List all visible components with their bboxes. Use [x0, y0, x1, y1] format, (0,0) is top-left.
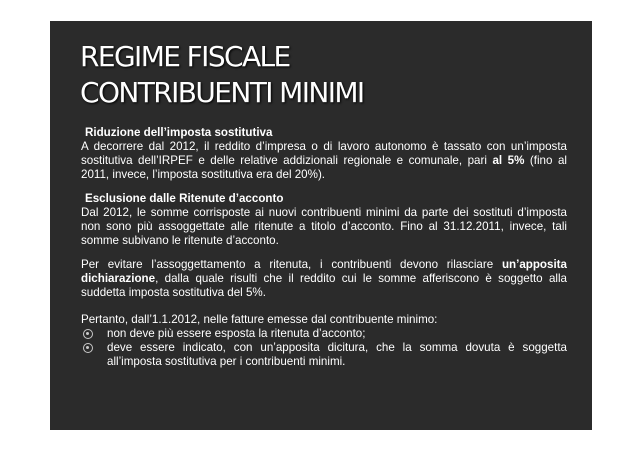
title-line-2: CONTRIBUENTI MINIMI [80, 76, 364, 109]
list-item-text: deve essere indicato, con un’apposita dicitura, che la somma dovuta è soggetta all’imposta sostitutiva per i contribuenti minimi. [107, 341, 567, 368]
slide-content [81, 126, 567, 369]
paragraph-imposta-text: A decorrere dal 2012, il reddito d’impresa o di lavoro autonomo è tassato con un’imposta sostitutiva dell’IRPEF e delle relative addizionali regionale e comunale, pari [81, 140, 567, 167]
section-heading-ritenute: Esclusione dalle Ritenute d’acconto [85, 192, 284, 205]
paragraph-imposta-tail: (fino al 2011, invece, l’imposta sostitutiva era del 20%). [81, 154, 567, 181]
paragraph-dichiarazione-tail: , dalla quale risulti che il reddito cui le somme afferiscono è soggetto alla suddetta imposta sostitutiva del 5%. [81, 272, 567, 299]
paragraph-imposta-bold: al 5% [492, 154, 525, 167]
list-item-text: non deve più essere esposta la ritenuta d’acconto; [107, 327, 366, 340]
slide [50, 21, 592, 430]
list-item [81, 327, 567, 341]
paragraph-dichiarazione-text: Per evitare l’assoggettamento a ritenuta, i contribuenti devono rilasciare [81, 258, 502, 271]
paragraph-dichiarazione-bold: un’apposita dichiarazione [81, 258, 567, 285]
section-heading-imposta: Riduzione dell’imposta sostitutiva [85, 126, 273, 139]
paragraph-fatture-intro: Pertanto, dall’1.1.2012, nelle fatture emesse dal contribuente minimo: [81, 313, 438, 326]
paragraph-ritenute: Dal 2012, le somme corrisposte ai nuovi contribuenti minimi da parte dei sostituti d’imposta non sono più assoggettate alle ritenute a titolo d’acconto. Fino al 31.12.2011, invece, tali somme subivano le ritenute d’acconto. [81, 206, 567, 247]
circle-bullet-icon [83, 343, 93, 353]
circle-bullet-icon [83, 329, 93, 339]
title-line-1: REGIME FISCALE [80, 40, 290, 73]
slide-title [80, 39, 364, 111]
paragraph-dichiarazione [81, 258, 567, 300]
paragraph-imposta [81, 140, 567, 182]
list-item [81, 341, 567, 369]
bullet-list [81, 327, 567, 369]
